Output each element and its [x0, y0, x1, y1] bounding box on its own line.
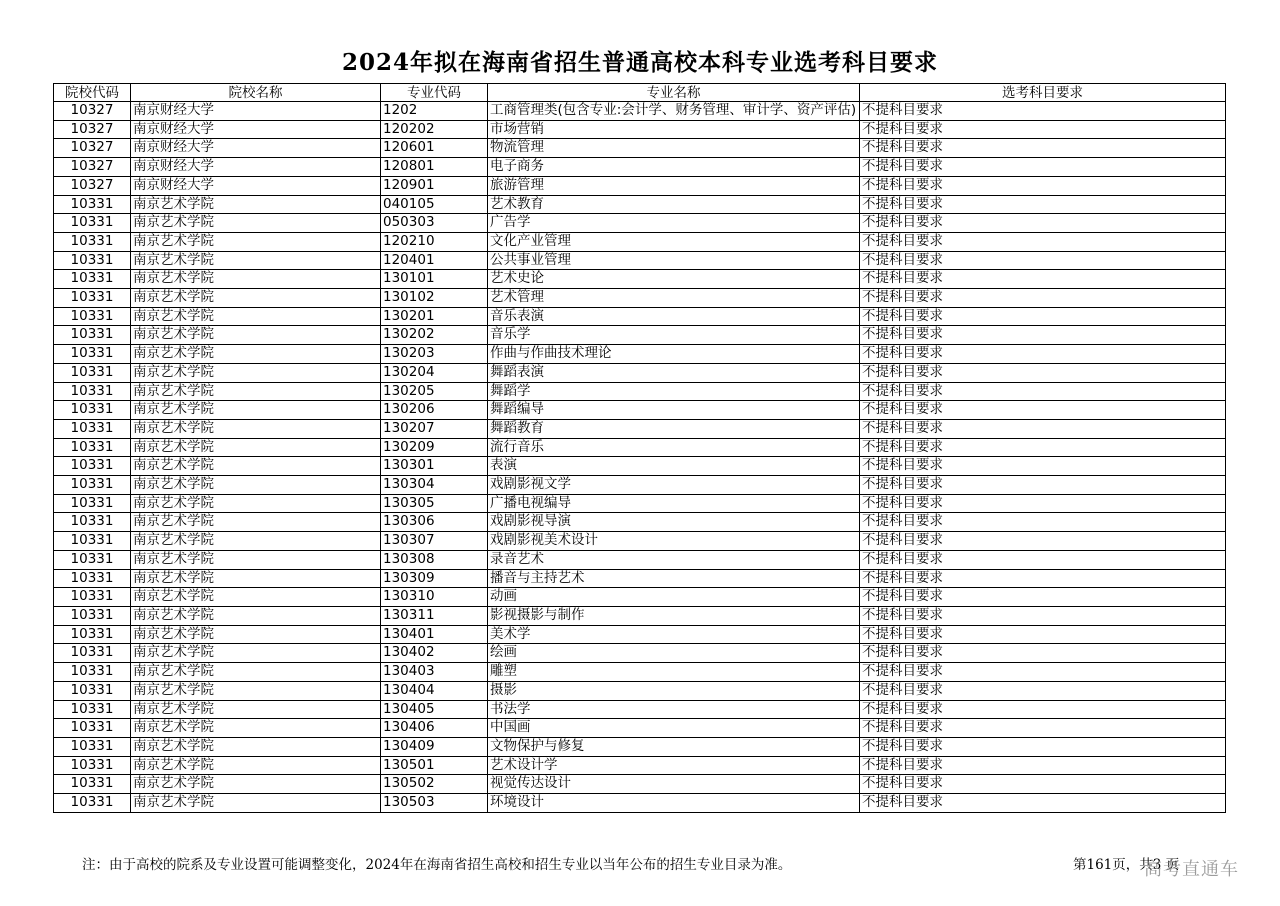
cell-major-code: 050303: [381, 214, 488, 233]
cell-major-name: 雕塑: [488, 663, 860, 682]
table-row: [54, 476, 1226, 495]
cell-major-code: 130209: [381, 438, 488, 457]
cell-requirement: 不提科目要求: [860, 681, 1226, 700]
cell-school-name: 南京财经大学: [131, 102, 381, 121]
cell-requirement: 不提科目要求: [860, 494, 1226, 513]
cell-major-name: 作曲与作曲技术理论: [488, 345, 860, 364]
cell-requirement: 不提科目要求: [860, 195, 1226, 214]
cell-major-name: 戏剧影视文学: [488, 476, 860, 495]
cell-school-code: 10331: [54, 419, 131, 438]
table-row: [54, 120, 1226, 139]
cell-school-name: 南京艺术学院: [131, 737, 381, 756]
requirements-table: [53, 83, 1226, 813]
cell-school-name: 南京艺术学院: [131, 550, 381, 569]
cell-school-code: 10331: [54, 606, 131, 625]
cell-major-name: 表演: [488, 457, 860, 476]
cell-major-name: 舞蹈教育: [488, 419, 860, 438]
cell-major-code: 130404: [381, 681, 488, 700]
cell-school-name: 南京艺术学院: [131, 663, 381, 682]
cell-major-code: 1202: [381, 102, 488, 121]
table-row: [54, 513, 1226, 532]
cell-requirement: 不提科目要求: [860, 663, 1226, 682]
cell-requirement: 不提科目要求: [860, 457, 1226, 476]
cell-requirement: 不提科目要求: [860, 476, 1226, 495]
table-body: [54, 102, 1226, 813]
cell-school-code: 10331: [54, 794, 131, 813]
cell-requirement: 不提科目要求: [860, 644, 1226, 663]
cell-requirement: 不提科目要求: [860, 158, 1226, 177]
cell-major-code: 120401: [381, 251, 488, 270]
table-row: [54, 737, 1226, 756]
cell-school-code: 10331: [54, 569, 131, 588]
cell-requirement: 不提科目要求: [860, 606, 1226, 625]
table-row: [54, 532, 1226, 551]
cell-major-name: 环境设计: [488, 794, 860, 813]
cell-major-code: 120601: [381, 139, 488, 158]
header-school-name: 院校名称: [131, 84, 381, 102]
cell-major-name: 戏剧影视导演: [488, 513, 860, 532]
cell-requirement: 不提科目要求: [860, 232, 1226, 251]
cell-major-code: 130301: [381, 457, 488, 476]
cell-requirement: 不提科目要求: [860, 756, 1226, 775]
cell-major-name: 书法学: [488, 700, 860, 719]
table-row: [54, 457, 1226, 476]
cell-major-code: 130307: [381, 532, 488, 551]
cell-major-code: 120202: [381, 120, 488, 139]
cell-school-code: 10331: [54, 457, 131, 476]
cell-school-code: 10327: [54, 139, 131, 158]
table-row: [54, 232, 1226, 251]
cell-requirement: 不提科目要求: [860, 401, 1226, 420]
cell-major-code: 130204: [381, 363, 488, 382]
cell-school-name: 南京艺术学院: [131, 494, 381, 513]
table-row: [54, 158, 1226, 177]
cell-school-name: 南京艺术学院: [131, 719, 381, 738]
cell-major-name: 广告学: [488, 214, 860, 233]
table-row: [54, 326, 1226, 345]
cell-school-code: 10331: [54, 270, 131, 289]
cell-major-code: 130403: [381, 663, 488, 682]
table-row: [54, 569, 1226, 588]
cell-school-code: 10331: [54, 363, 131, 382]
cell-school-name: 南京艺术学院: [131, 606, 381, 625]
cell-requirement: 不提科目要求: [860, 214, 1226, 233]
cell-major-code: 130310: [381, 588, 488, 607]
cell-major-code: 130206: [381, 401, 488, 420]
cell-school-code: 10331: [54, 756, 131, 775]
cell-major-code: 130202: [381, 326, 488, 345]
cell-major-name: 艺术史论: [488, 270, 860, 289]
cell-school-code: 10331: [54, 644, 131, 663]
cell-major-name: 动画: [488, 588, 860, 607]
table-header-row: [54, 84, 1226, 102]
cell-requirement: 不提科目要求: [860, 139, 1226, 158]
table-row: [54, 382, 1226, 401]
cell-major-code: 130402: [381, 644, 488, 663]
table-row: [54, 176, 1226, 195]
cell-major-name: 艺术设计学: [488, 756, 860, 775]
cell-major-name: 电子商务: [488, 158, 860, 177]
cell-school-code: 10331: [54, 307, 131, 326]
cell-school-name: 南京财经大学: [131, 176, 381, 195]
cell-major-code: 130406: [381, 719, 488, 738]
cell-requirement: 不提科目要求: [860, 270, 1226, 289]
cell-school-code: 10331: [54, 438, 131, 457]
cell-major-code: 130207: [381, 419, 488, 438]
cell-major-code: 040105: [381, 195, 488, 214]
cell-school-name: 南京艺术学院: [131, 513, 381, 532]
page-title: 2024年拟在海南省招生普通高校本科专业选考科目要求: [341, 49, 938, 76]
cell-major-name: 录音艺术: [488, 550, 860, 569]
cell-requirement: 不提科目要求: [860, 794, 1226, 813]
header-major-name: 专业名称: [488, 84, 860, 102]
cell-requirement: 不提科目要求: [860, 700, 1226, 719]
cell-major-name: 音乐学: [488, 326, 860, 345]
table-row: [54, 794, 1226, 813]
cell-requirement: 不提科目要求: [860, 345, 1226, 364]
cell-major-name: 公共事业管理: [488, 251, 860, 270]
cell-major-code: 120210: [381, 232, 488, 251]
table-row: [54, 102, 1226, 121]
cell-school-code: 10331: [54, 550, 131, 569]
cell-requirement: 不提科目要求: [860, 513, 1226, 532]
cell-school-name: 南京艺术学院: [131, 644, 381, 663]
cell-major-name: 工商管理类(包含专业:会计学、财务管理、审计学、资产评估): [488, 102, 860, 121]
cell-school-name: 南京艺术学院: [131, 345, 381, 364]
cell-requirement: 不提科目要求: [860, 719, 1226, 738]
cell-major-name: 流行音乐: [488, 438, 860, 457]
cell-requirement: 不提科目要求: [860, 775, 1226, 794]
cell-school-name: 南京财经大学: [131, 158, 381, 177]
cell-major-code: 130308: [381, 550, 488, 569]
cell-school-code: 10331: [54, 326, 131, 345]
cell-school-code: 10331: [54, 382, 131, 401]
cell-major-code: 130205: [381, 382, 488, 401]
cell-requirement: 不提科目要求: [860, 176, 1226, 195]
cell-major-name: 舞蹈学: [488, 382, 860, 401]
cell-major-code: 130503: [381, 794, 488, 813]
cell-school-name: 南京艺术学院: [131, 270, 381, 289]
cell-major-name: 美术学: [488, 625, 860, 644]
table-row: [54, 625, 1226, 644]
cell-school-name: 南京艺术学院: [131, 307, 381, 326]
table-row: [54, 363, 1226, 382]
cell-school-code: 10331: [54, 401, 131, 420]
cell-requirement: 不提科目要求: [860, 382, 1226, 401]
cell-school-name: 南京艺术学院: [131, 251, 381, 270]
cell-school-name: 南京艺术学院: [131, 195, 381, 214]
table-row: [54, 419, 1226, 438]
table-row: [54, 681, 1226, 700]
cell-major-name: 舞蹈表演: [488, 363, 860, 382]
page-number: 第161页，共3 页: [1073, 857, 1180, 873]
cell-school-name: 南京艺术学院: [131, 289, 381, 308]
cell-major-name: 中国画: [488, 719, 860, 738]
table-row: [54, 700, 1226, 719]
cell-major-code: 130502: [381, 775, 488, 794]
cell-major-code: 130501: [381, 756, 488, 775]
cell-requirement: 不提科目要求: [860, 550, 1226, 569]
cell-requirement: 不提科目要求: [860, 289, 1226, 308]
cell-requirement: 不提科目要求: [860, 326, 1226, 345]
cell-school-code: 10331: [54, 345, 131, 364]
cell-major-name: 摄影: [488, 681, 860, 700]
table-row: [54, 270, 1226, 289]
cell-school-code: 10331: [54, 737, 131, 756]
cell-major-name: 影视摄影与制作: [488, 606, 860, 625]
footnote: 注：由于高校的院系及专业设置可能调整变化，2024年在海南省招生高校和招生专业以当年公布的招生专业目录为准。: [82, 857, 792, 873]
cell-school-name: 南京艺术学院: [131, 532, 381, 551]
cell-requirement: 不提科目要求: [860, 569, 1226, 588]
cell-requirement: 不提科目要求: [860, 588, 1226, 607]
cell-major-code: 120901: [381, 176, 488, 195]
cell-school-code: 10331: [54, 719, 131, 738]
table-row: [54, 494, 1226, 513]
cell-major-name: 广播电视编导: [488, 494, 860, 513]
table-row: [54, 251, 1226, 270]
table-row: [54, 756, 1226, 775]
cell-school-name: 南京艺术学院: [131, 382, 381, 401]
cell-school-code: 10331: [54, 775, 131, 794]
cell-major-code: 130305: [381, 494, 488, 513]
cell-school-code: 10331: [54, 588, 131, 607]
header-subject-requirement: 选考科目要求: [860, 84, 1226, 102]
cell-school-name: 南京艺术学院: [131, 625, 381, 644]
table-row: [54, 550, 1226, 569]
cell-requirement: 不提科目要求: [860, 737, 1226, 756]
cell-school-code: 10327: [54, 158, 131, 177]
table-row: [54, 719, 1226, 738]
cell-requirement: 不提科目要求: [860, 307, 1226, 326]
cell-major-name: 旅游管理: [488, 176, 860, 195]
cell-major-name: 绘画: [488, 644, 860, 663]
cell-requirement: 不提科目要求: [860, 120, 1226, 139]
cell-requirement: 不提科目要求: [860, 625, 1226, 644]
cell-school-code: 10331: [54, 214, 131, 233]
cell-school-code: 10331: [54, 476, 131, 495]
cell-school-name: 南京艺术学院: [131, 401, 381, 420]
cell-major-code: 130101: [381, 270, 488, 289]
cell-school-code: 10331: [54, 494, 131, 513]
table-row: [54, 195, 1226, 214]
cell-major-name: 市场营销: [488, 120, 860, 139]
cell-school-code: 10331: [54, 625, 131, 644]
cell-school-code: 10331: [54, 232, 131, 251]
cell-school-name: 南京艺术学院: [131, 419, 381, 438]
cell-major-code: 130401: [381, 625, 488, 644]
watermark: 高考直通车: [1144, 859, 1239, 880]
cell-requirement: 不提科目要求: [860, 419, 1226, 438]
cell-school-name: 南京艺术学院: [131, 588, 381, 607]
cell-major-code: 130311: [381, 606, 488, 625]
table-row: [54, 606, 1226, 625]
cell-major-code: 130201: [381, 307, 488, 326]
cell-school-code: 10331: [54, 195, 131, 214]
cell-requirement: 不提科目要求: [860, 102, 1226, 121]
cell-major-name: 文物保护与修复: [488, 737, 860, 756]
cell-school-code: 10327: [54, 120, 131, 139]
cell-major-name: 舞蹈编导: [488, 401, 860, 420]
cell-major-name: 艺术教育: [488, 195, 860, 214]
cell-school-name: 南京财经大学: [131, 139, 381, 158]
table-row: [54, 775, 1226, 794]
cell-school-code: 10327: [54, 176, 131, 195]
cell-school-name: 南京财经大学: [131, 120, 381, 139]
table-row: [54, 644, 1226, 663]
cell-major-code: 130304: [381, 476, 488, 495]
cell-major-name: 视觉传达设计: [488, 775, 860, 794]
cell-school-name: 南京艺术学院: [131, 326, 381, 345]
cell-school-name: 南京艺术学院: [131, 756, 381, 775]
cell-major-name: 音乐表演: [488, 307, 860, 326]
cell-school-name: 南京艺术学院: [131, 569, 381, 588]
cell-school-name: 南京艺术学院: [131, 363, 381, 382]
table-row: [54, 307, 1226, 326]
table-row: [54, 139, 1226, 158]
cell-major-name: 文化产业管理: [488, 232, 860, 251]
cell-major-code: 130309: [381, 569, 488, 588]
table-row: [54, 663, 1226, 682]
cell-school-code: 10327: [54, 102, 131, 121]
cell-major-name: 物流管理: [488, 139, 860, 158]
table-row: [54, 401, 1226, 420]
cell-major-code: 130409: [381, 737, 488, 756]
cell-major-name: 戏剧影视美术设计: [488, 532, 860, 551]
cell-requirement: 不提科目要求: [860, 438, 1226, 457]
cell-major-code: 130102: [381, 289, 488, 308]
cell-major-code: 130306: [381, 513, 488, 532]
cell-school-name: 南京艺术学院: [131, 232, 381, 251]
table-row: [54, 214, 1226, 233]
cell-requirement: 不提科目要求: [860, 363, 1226, 382]
table-row: [54, 289, 1226, 308]
cell-school-name: 南京艺术学院: [131, 775, 381, 794]
cell-school-code: 10331: [54, 532, 131, 551]
cell-school-code: 10331: [54, 663, 131, 682]
cell-major-code: 120801: [381, 158, 488, 177]
table-row: [54, 438, 1226, 457]
cell-major-name: 播音与主持艺术: [488, 569, 860, 588]
cell-school-name: 南京艺术学院: [131, 476, 381, 495]
cell-school-name: 南京艺术学院: [131, 794, 381, 813]
cell-requirement: 不提科目要求: [860, 532, 1226, 551]
cell-major-code: 130203: [381, 345, 488, 364]
cell-school-name: 南京艺术学院: [131, 214, 381, 233]
cell-major-name: 艺术管理: [488, 289, 860, 308]
cell-requirement: 不提科目要求: [860, 251, 1226, 270]
cell-school-code: 10331: [54, 513, 131, 532]
cell-school-name: 南京艺术学院: [131, 681, 381, 700]
table-row: [54, 588, 1226, 607]
header-major-code: 专业代码: [381, 84, 488, 102]
cell-school-name: 南京艺术学院: [131, 457, 381, 476]
cell-major-code: 130405: [381, 700, 488, 719]
cell-school-code: 10331: [54, 700, 131, 719]
cell-school-code: 10331: [54, 251, 131, 270]
cell-school-code: 10331: [54, 681, 131, 700]
cell-school-name: 南京艺术学院: [131, 700, 381, 719]
table-row: [54, 345, 1226, 364]
cell-school-name: 南京艺术学院: [131, 438, 381, 457]
cell-school-code: 10331: [54, 289, 131, 308]
header-school-code: 院校代码: [54, 84, 131, 102]
